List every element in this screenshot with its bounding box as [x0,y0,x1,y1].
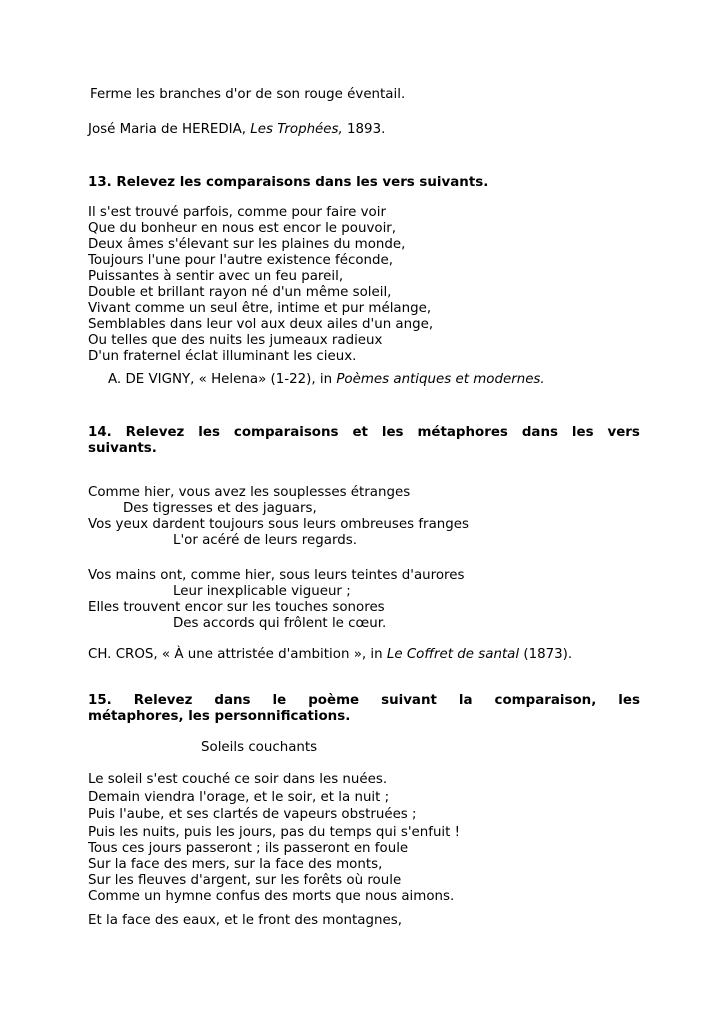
attribution-author: CH. CROS, « À une attristée d'ambition », in [88,647,387,662]
attribution-work: Poèmes antiques et modernes. [336,372,545,387]
title-word: 14. [88,425,112,440]
verse-line: Ou telles que des nuits les jumeaux radieux [88,333,383,348]
verse-line: Deux âmes s'élevant sur les plaines du monde, [88,237,406,252]
attribution-author: A. DE VIGNY, « Helena» (1-22), in [108,372,337,387]
exercise-15-title [88,693,640,709]
verse-line: Tous ces jours passeront ; ils passeront en foule [88,841,409,856]
verse-line: Toujours l'une pour l'autre existence féconde, [88,253,394,268]
exercise-13-title: 13. Relevez les comparaisons dans les vers suivants. [88,175,489,190]
verse-line: Comme hier, vous avez les souplesses étranges [88,485,411,500]
title-word: 15. [88,693,112,708]
title-word: dans [214,693,251,708]
verse-line: Puissantes à sentir avec un feu pareil, [88,269,344,284]
attribution-year: (1873). [519,647,573,662]
title-word: et [352,425,368,440]
verse-line: Semblables dans leur vol aux deux ailes d'un ange, [88,317,434,332]
exercise-14-title [88,425,640,441]
title-word: les [198,425,220,440]
verse-line: D'un fraternel éclat illuminant les cieux. [88,349,357,364]
title-word: le [272,693,287,708]
verse-line: Sur la face des mers, sur la face des monts, [88,857,383,872]
title-word: vers [607,425,640,440]
verse-line: Le soleil s'est couché ce soir dans les nuées. [88,772,388,787]
verse-line: Vivant comme un seul être, intime et pur mélange, [88,301,432,316]
title-word: poème [308,693,360,708]
exercise-15-title-cont: métaphores, les personnifications. [88,709,351,724]
title-word: la [458,693,473,708]
title-word: Relevez [125,425,185,440]
verse-line: Demain viendra l'orage, et le soir, et la nuit ; [88,790,390,805]
verse-line: L'or acéré de leurs regards. [173,533,357,548]
attribution-work: Les Trophées, [250,122,343,137]
verse-line: Vos mains ont, comme hier, sous leurs teintes d'aurores [88,568,465,583]
verse-line: Ferme les branches d'or de son rouge éventail. [90,87,406,102]
verse-line: Puis les nuits, puis les jours, pas du temps qui s'enfuit ! [88,825,461,840]
verse-line: Leur inexplicable vigueur ; [173,584,351,599]
title-word: comparaison, [494,693,597,708]
attribution-author: José Maria de HEREDIA, [88,122,251,137]
title-word: les [618,693,640,708]
verse-line: Double et brillant rayon né d'un même soleil, [88,285,392,300]
title-word: Relevez [133,693,193,708]
verse-line: Sur les fleuves d'argent, sur les forêts où roule [88,873,402,888]
verse-line: Comme un hymne confus des morts que nous aimons. [88,889,455,904]
verse-line: Elles trouvent encor sur les touches sonores [88,600,385,615]
title-word: suivant [381,693,437,708]
exercise-14-title-cont: suivants. [88,441,157,456]
title-word: les [381,425,404,440]
attribution [88,122,385,138]
title-word: métaphores [417,425,508,440]
poem-title: Soleils couchants [201,740,318,755]
title-word: les [571,425,594,440]
verse-line: Vos yeux dardent toujours sous leurs ombreuses franges [88,517,469,532]
title-word: comparaisons [233,425,339,440]
verse-line: Et la face des eaux, et le front des montagnes, [88,913,402,928]
verse-line: Puis l'aube, et ses clartés de vapeurs obstruées ; [88,807,417,822]
attribution-work: Le Coffret de santal [386,647,520,662]
verse-line: Il s'est trouvé parfois, comme pour faire voir [88,205,386,220]
verse-line: Des tigresses et des jaguars, [123,501,317,516]
attribution-year: 1893. [342,122,386,137]
verse-line: Que du bonheur en nous est encor le pouvoir, [88,221,397,236]
verse-line: Des accords qui frôlent le cœur. [173,616,387,631]
attribution [108,372,545,388]
attribution [88,647,572,663]
title-word: dans [521,425,558,440]
